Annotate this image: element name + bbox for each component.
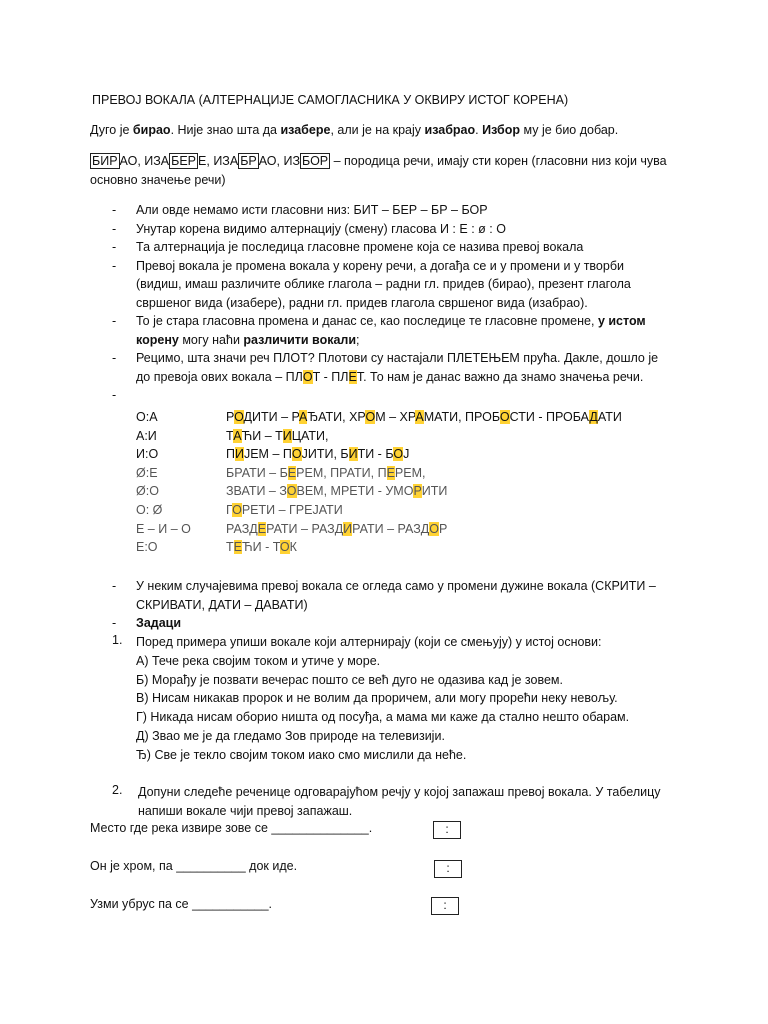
root-box: БОР bbox=[302, 154, 329, 168]
alternation-row: И:О ПИЈЕМ – ПОЈИТИ, БИТИ - БОЈ bbox=[136, 447, 410, 462]
root-box: БИР bbox=[92, 154, 118, 168]
bullet-item: - То је стара гласовна промена и данас се, као последице те гласовне промене, у истом корену могу наћи различити вокали; bbox=[112, 314, 646, 347]
fill-in-sentence: Он је хром, па __________ док иде. bbox=[90, 859, 298, 873]
fill-in-sentence: Место где река извире зове се ______________. bbox=[90, 821, 373, 835]
bullet-list bbox=[112, 201, 672, 405]
bullet-item: - Та алтернација је последица гласовне промене која се назива превој вокала bbox=[112, 240, 584, 254]
task-item: Д) Звао ме је да гледамо Зов природе на телевизији. bbox=[136, 728, 445, 743]
answer-box[interactable]: : bbox=[433, 821, 461, 839]
alternation-row: А:И ТАЋИ – ТИЦАТИ, bbox=[136, 428, 329, 443]
answer-box[interactable]: : bbox=[431, 897, 459, 915]
alternation-table bbox=[136, 408, 676, 557]
root-box: БЕР bbox=[171, 154, 197, 168]
tasks-heading: - Задаци bbox=[112, 616, 182, 630]
alternation-row: О: Ø ГОРЕТИ – ГРЕЈАТИ bbox=[136, 502, 343, 517]
bullet-item: - У неким случајевима превој вокала се огледа само у промени дужине вокала (СКРИТИ – СКРИВАТИ, ДАТИ – ДАВАТИ) bbox=[112, 579, 656, 612]
task-item: Б) Морађу је позвати вечерас пошто се већ дуго не одазива кад је зовем. bbox=[136, 672, 563, 687]
alternation-row: Ø:О ЗВАТИ – ЗОВЕМ, МРЕТИ - УМОРИТИ bbox=[136, 484, 448, 499]
alternation-row: Е:О ТЕЋИ - ТОК bbox=[136, 540, 297, 555]
bullet-item: - Превој вокала је промена вокала у корену речи, а догађа се и у промени и у творби (видиш, имаш различите облике глагола – радни гл. придев (бирао), презент глагола свршеног вида (изабере), радни гл. придев глагола свршеног вида (изабрао). bbox=[112, 258, 631, 310]
task-1: 1. Поред примера упиши вокале који алтернирају (који се смењују) у истој основи: А) Тече река својим током и утиче у море. Б) Морађу је позвати вечерас пошто се већ дуго не одазива кад је зовем. В) Нисам никакав пророк и не волим да проричем, али могу прорећи неку невољу. Г) Никада нисам оборио ништа од посуђа, а мама ми каже да стално нешто обарам. Д) Звао ме је да гледамо Зов природе на телевизији. Ђ) Све је текло својим током иако смо мислили да неће. bbox=[112, 633, 672, 765]
alternation-row: О:А РОДИТИ – РАЂАТИ, ХРОМ – ХРАМАТИ, ПРОБОСТИ - ПРОБАДАТИ bbox=[136, 410, 622, 424]
alternation-row: Ø:Е БРАТИ – БЕРЕМ, ПРАТИ, ПЕРЕМ, bbox=[136, 465, 426, 480]
bullet-item: - Али овде немамо исти гласовни низ: БИТ – БЕР – БР – БОР bbox=[112, 203, 488, 217]
intro-paragraph: Дуго је бирао. Није знао шта да изабере, али је на крају изабрао. Избор му је био добар. bbox=[90, 123, 619, 137]
fill-in-sentence: Узми убрус па се ___________. bbox=[90, 897, 273, 911]
task-item: А) Тече река својим током и утиче у море. bbox=[136, 653, 381, 668]
bullet-item-empty: - bbox=[112, 388, 117, 402]
bullet-list-2 bbox=[112, 577, 672, 633]
root-box: БР bbox=[240, 154, 257, 168]
task-item: Ђ) Све је текло својим током иако смо мислили да неће. bbox=[136, 747, 467, 762]
alternation-row: Е – И – О РАЗДЕРАТИ – РАЗДИРАТИ – РАЗДОР bbox=[136, 521, 448, 536]
task-item: В) Нисам никакав пророк и не волим да проричем, али могу прорећи неку невољу. bbox=[136, 691, 618, 706]
task-2: 2. Допуни следеће реченице одговарајућом речју у којој запажаш превој вокала. У табелицу напиши вокале чији превој запажаш. bbox=[112, 783, 661, 818]
bullet-item: - Рецимо, шта значи реч ПЛОТ? Плотови су настајали ПЛЕТЕЊЕМ прућа. Дакле, дошло је до превоја ових вокала – ПЛОТ - ПЛЕТ. То нам је данас важно да знамо значења речи. bbox=[112, 351, 659, 384]
bullet-item: - Унутар корена видимо алтернацију (смену) гласова И : Е : ø : О bbox=[112, 221, 506, 236]
word-family-paragraph: БИР АО, ИЗА БЕР Е, ИЗА БР АО, ИЗ БОР – породица речи, имају сти корен (гласовни низ који чува основно значење речи) bbox=[90, 154, 667, 187]
answer-box[interactable]: : bbox=[434, 860, 462, 878]
task-item: Г) Никада нисам оборио ништа од посуђа, а мама ми каже да стално нешто обарам. bbox=[136, 710, 630, 725]
page-title: ПРЕВОЈ ВОКАЛА (АЛТЕРНАЦИЈЕ САМОГЛАСНИКА У ОКВИРУ ИСТОГ КОРЕНА) bbox=[92, 93, 569, 107]
